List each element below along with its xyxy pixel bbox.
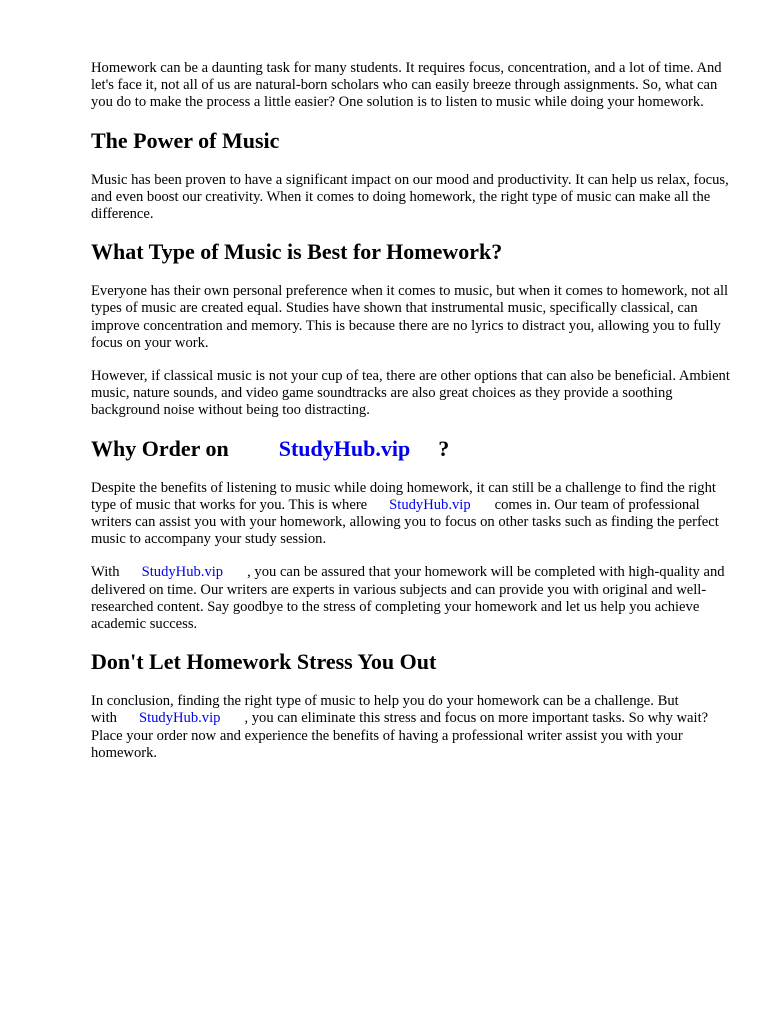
studyhub-link-2[interactable]: StudyHub.vip [141, 564, 224, 581]
heading-question-mark: ? [438, 435, 450, 461]
why-order-p2-text-b: , you can be assured that your homework will be completed with high-quality and delivered on time. Our writers are experts in various subjects and can provide you with original and well-researched content. Say goodbye to the stress of completing your homework and let us help you achieve academic success. [91, 564, 725, 633]
conclusion-text-b: , you can eliminate this stress and focus on more important tasks. So why wait? Place your order now and experience the benefits of having a professional writer assist you with your homework. [91, 710, 709, 761]
heading-best-music-type: What Type of Music is Best for Homework? [91, 239, 503, 265]
document-page [91, 60, 731, 778]
power-of-music-paragraph: Music has been proven to have a significant impact on our mood and productivity. It can help us relax, focus, and even boost our creativity. When it comes to doing homework, the right type of music can make all the difference. [91, 171, 729, 223]
best-music-paragraph-1: Everyone has their own personal preference when it comes to music, but when it comes to homework, not all types of music are created equal. Studies have shown that instrumental music, specifically classical, can improve concentration and memory. This is because there are no lyrics to distract you, allowing you to fully focus on your work. [91, 283, 729, 351]
heading-why-order [91, 436, 731, 462]
studyhub-heading-link[interactable]: StudyHub.vip [278, 435, 411, 461]
conclusion-paragraph [91, 693, 731, 762]
why-order-p2-text-a: With [91, 564, 120, 581]
why-order-p1-text-b: comes in. Our team of professional writers can assist you with your homework, allowing you to focus on other tasks such as finding the perfect music to accompany your study session. [91, 496, 719, 548]
why-order-p1-text-a: Despite the benefits of listening to music while doing homework, it can still be a challenge to find the right type of music that works for you. This is where [91, 479, 716, 513]
best-music-paragraph-2: However, if classical music is not your cup of tea, there are other options that can also be beneficial. Ambient music, nature sounds, and video game soundtracks are also great choices as they provide a soothing background noise without being too distracting. [91, 368, 730, 419]
why-order-paragraph-1 [91, 480, 731, 549]
heading-power-of-music: The Power of Music [91, 127, 280, 153]
conclusion-text-a: In conclusion, finding the right type of music to help you do your homework can be a challenge. But with [91, 693, 679, 727]
heading-stress: Don't Let Homework Stress You Out [91, 649, 437, 675]
intro-paragraph: Homework can be a daunting task for many students. It requires focus, concentration, and a lot of time. And let's face it, not all of us are natural-born scholars who can easily breeze through assignments. So, what can you do to make the process a little easier? One solution is to listen to music while doing your homework. [91, 60, 722, 111]
why-order-paragraph-2 [91, 564, 731, 633]
studyhub-link-1[interactable]: StudyHub.vip [389, 496, 471, 513]
studyhub-link-3[interactable]: StudyHub.vip [138, 710, 221, 727]
heading-why-order-text: Why Order on [91, 435, 229, 461]
